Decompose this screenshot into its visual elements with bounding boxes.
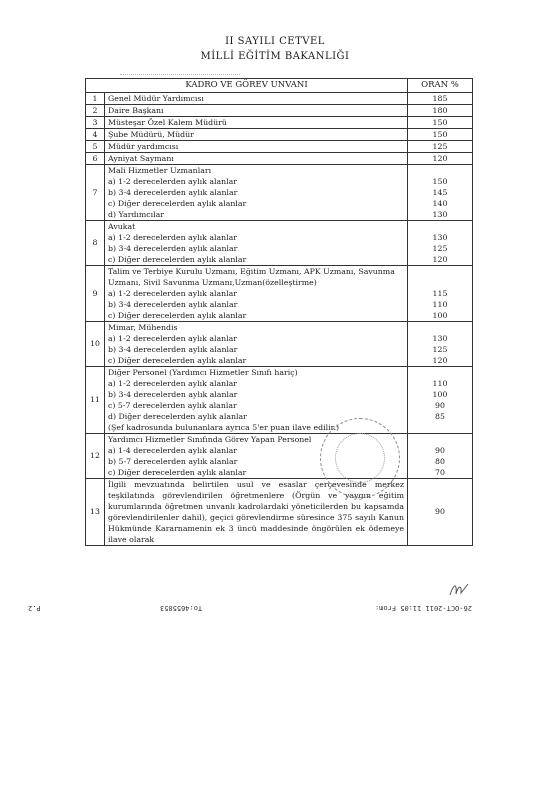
rate-value: 125 <box>432 345 448 354</box>
kadro-subline: a) 1-2 derecelerden aylık alanlar <box>108 233 237 242</box>
rate-value: 85 <box>435 412 445 421</box>
rate-cell <box>408 153 473 165</box>
rate-value: 90 <box>435 401 445 410</box>
row-number: 3 <box>86 117 105 129</box>
kadro-description <box>105 165 408 221</box>
column-header-rate: ORAN % <box>408 79 473 93</box>
row-number: 8 <box>86 221 105 266</box>
rate-value: 180 <box>432 106 448 115</box>
stamp-inner-ring <box>335 433 385 483</box>
table-row <box>86 165 473 221</box>
kadro-subline: a) 1-2 derecelerden aylık alanlar <box>108 334 237 343</box>
row-number: 2 <box>86 105 105 117</box>
rate-value: 90 <box>435 446 445 455</box>
column-header-title: KADRO VE GÖREV UNVANI <box>86 79 408 93</box>
table-body <box>86 93 473 546</box>
kadro-description <box>105 105 408 117</box>
rate-cell <box>408 266 473 322</box>
kadro-title: Müsteşar Özel Kalem Müdürü <box>108 118 227 127</box>
row-number: 1 <box>86 93 105 105</box>
rate-value <box>411 277 469 288</box>
kadro-subline: d) Yardımcılar <box>108 210 165 219</box>
rate-value <box>411 266 469 277</box>
kadro-title: Avukat <box>108 222 136 231</box>
rate-value: 120 <box>432 356 448 365</box>
rate-cell <box>408 367 473 434</box>
fax-header-page: P.2 <box>28 604 41 612</box>
table-row <box>86 367 473 434</box>
table-row <box>86 153 473 165</box>
table-row <box>86 322 473 367</box>
kadro-subline: c) Diğer derecelerden aylık alanlar <box>108 468 247 477</box>
rate-cell <box>408 141 473 153</box>
rate-value: 120 <box>432 255 448 264</box>
kadro-subline: b) 5-7 derecelerden aylık alanlar <box>108 457 238 466</box>
kadro-subline: a) 1-2 derecelerden aylık alanlar <box>108 289 237 298</box>
kadro-title: Genel Müdür Yardımcısı <box>108 94 204 103</box>
rate-value: 150 <box>432 118 448 127</box>
rate-value: 120 <box>432 154 448 163</box>
rate-value <box>411 422 469 433</box>
kadro-subline: d) Diğer derecelerden aylık alanlar <box>108 412 247 421</box>
kadro-subline: c) Diğer derecelerden aylık alanlar <box>108 255 247 264</box>
ministry-title: MİLLİ EĞİTİM BAKANLIĞI <box>200 51 350 62</box>
rate-value: 100 <box>432 311 448 320</box>
rate-cell <box>408 165 473 221</box>
kadro-title: Daire Başkanı <box>108 106 164 115</box>
rate-cell <box>408 434 473 479</box>
kadro-subline: b) 3-4 derecelerden aylık alanlar <box>108 244 238 253</box>
kadro-title: Müdür yardımcısı <box>108 142 179 151</box>
rates-table <box>85 78 473 546</box>
rate-value <box>411 434 469 445</box>
teacher-assignment-paragraph: İlgili mevzuatında belirtilen usul ve esaslar çerçevesinde merkez teşkilatında görevlendirilen öğretmenlere (Örgün ve yaygın eğitim kurumlarında öğretmen unvanlı kadrolardaki yöneticilerden bu kapsamda görevlendirilenler dahil), geçici görevlendirme süresince 375 sayılı Kanun Hükmünde Kararnamenin ek 3 üncü maddesinde öngörülen ek ödemeye ilave olarak <box>108 480 404 544</box>
rate-value: 90 <box>408 479 473 546</box>
row-number: 11 <box>86 367 105 434</box>
kadro-title: Talim ve Terbiye Kurulu Uzmanı, Eğitim Uzmanı, APK Uzmanı, Savunma <box>108 267 395 276</box>
rate-cell <box>408 105 473 117</box>
row-number: 5 <box>86 141 105 153</box>
kadro-subline: b) 3-4 derecelerden aylık alanlar <box>108 188 238 197</box>
kadro-description <box>105 93 408 105</box>
rate-cell <box>408 322 473 367</box>
table-row <box>86 93 473 105</box>
row-number: 6 <box>86 153 105 165</box>
kadro-subline: b) 3-4 derecelerden aylık alanlar <box>108 345 238 354</box>
rate-value: 110 <box>432 300 448 309</box>
kadro-description <box>105 129 408 141</box>
rate-value: 115 <box>432 289 448 298</box>
rate-value: 70 <box>435 468 445 477</box>
kadro-description <box>105 141 408 153</box>
kadro-title: Yardımcı Hizmetler Sınıfında Görev Yapan Personel <box>108 435 312 444</box>
row-number: 10 <box>86 322 105 367</box>
kadro-title: Diğer Personel (Yardımcı Hizmetler Sınıfı hariç) <box>108 368 298 377</box>
table-row <box>86 266 473 322</box>
kadro-description <box>105 322 408 367</box>
rate-value <box>411 322 469 333</box>
row-number: 7 <box>86 165 105 221</box>
kadro-title: Ayniyat Saymanı <box>108 154 174 163</box>
kadro-description <box>105 221 408 266</box>
table-row <box>86 479 473 546</box>
row-number: 12 <box>86 434 105 479</box>
rate-value: 125 <box>432 244 448 253</box>
row-number: 4 <box>86 129 105 141</box>
kadro-subline: Uzmanı, Sivil Savunma Uzmanı,Uzman(özelleştirme) <box>108 278 317 287</box>
rate-value: 125 <box>432 142 448 151</box>
rate-value: 145 <box>432 188 448 197</box>
kadro-title: Şube Müdürü, Müdür <box>108 130 194 139</box>
signature-mark <box>448 580 470 598</box>
rate-cell <box>408 129 473 141</box>
table-row <box>86 105 473 117</box>
rate-value: 100 <box>432 390 448 399</box>
rate-value: 185 <box>432 94 448 103</box>
row-number: 9 <box>86 266 105 322</box>
rate-value: 150 <box>432 130 448 139</box>
document-title: II SAYILI CETVEL <box>225 36 325 47</box>
kadro-subline: a) 1-2 derecelerden aylık alanlar <box>108 379 237 388</box>
kadro-subline: (Şef kadrosunda bulunanlara ayrıca 5'er puan ilave edilir.) <box>108 423 339 432</box>
row-number: 13 <box>86 479 105 546</box>
kadro-subline: a) 1-4 derecelerden aylık alanlar <box>108 446 237 455</box>
rate-value: 130 <box>432 233 448 242</box>
kadro-subline: b) 3-4 derecelerden aylık alanlar <box>108 390 238 399</box>
table-row <box>86 141 473 153</box>
scan-dots <box>120 74 240 75</box>
kadro-subline: c) Diğer derecelerden aylık alanlar <box>108 199 247 208</box>
kadro-description <box>105 266 408 322</box>
rate-value <box>411 367 469 378</box>
kadro-description <box>105 117 408 129</box>
table-row <box>86 129 473 141</box>
official-stamp <box>320 418 400 498</box>
kadro-description <box>105 153 408 165</box>
rate-value: 130 <box>432 334 448 343</box>
rate-value: 110 <box>432 379 448 388</box>
rate-value <box>411 165 469 176</box>
rate-cell <box>408 221 473 266</box>
fax-header-to: To:4655853 <box>160 604 203 612</box>
table-row <box>86 221 473 266</box>
kadro-subline: c) 5-7 derecelerden aylık alanlar <box>108 401 237 410</box>
fax-header-from: 26-OCT-2011 11:05 From: <box>375 604 472 612</box>
kadro-subline: b) 3-4 derecelerden aylık alanlar <box>108 300 238 309</box>
rate-value: 150 <box>432 177 448 186</box>
table-row <box>86 434 473 479</box>
rate-value: 80 <box>435 457 445 466</box>
kadro-title: Mali Hizmetler Uzmanları <box>108 166 212 175</box>
rate-cell <box>408 117 473 129</box>
rate-value: 140 <box>432 199 448 208</box>
kadro-subline: c) Diğer derecelerden aylık alanlar <box>108 311 247 320</box>
kadro-title: Mimar, Mühendis <box>108 323 178 332</box>
kadro-subline: c) Diğer derecelerden aylık alanlar <box>108 356 247 365</box>
table-row <box>86 117 473 129</box>
kadro-subline: a) 1-2 derecelerden aylık alanlar <box>108 177 237 186</box>
rate-cell <box>408 93 473 105</box>
rate-value: 130 <box>432 210 448 219</box>
rate-value <box>411 221 469 232</box>
